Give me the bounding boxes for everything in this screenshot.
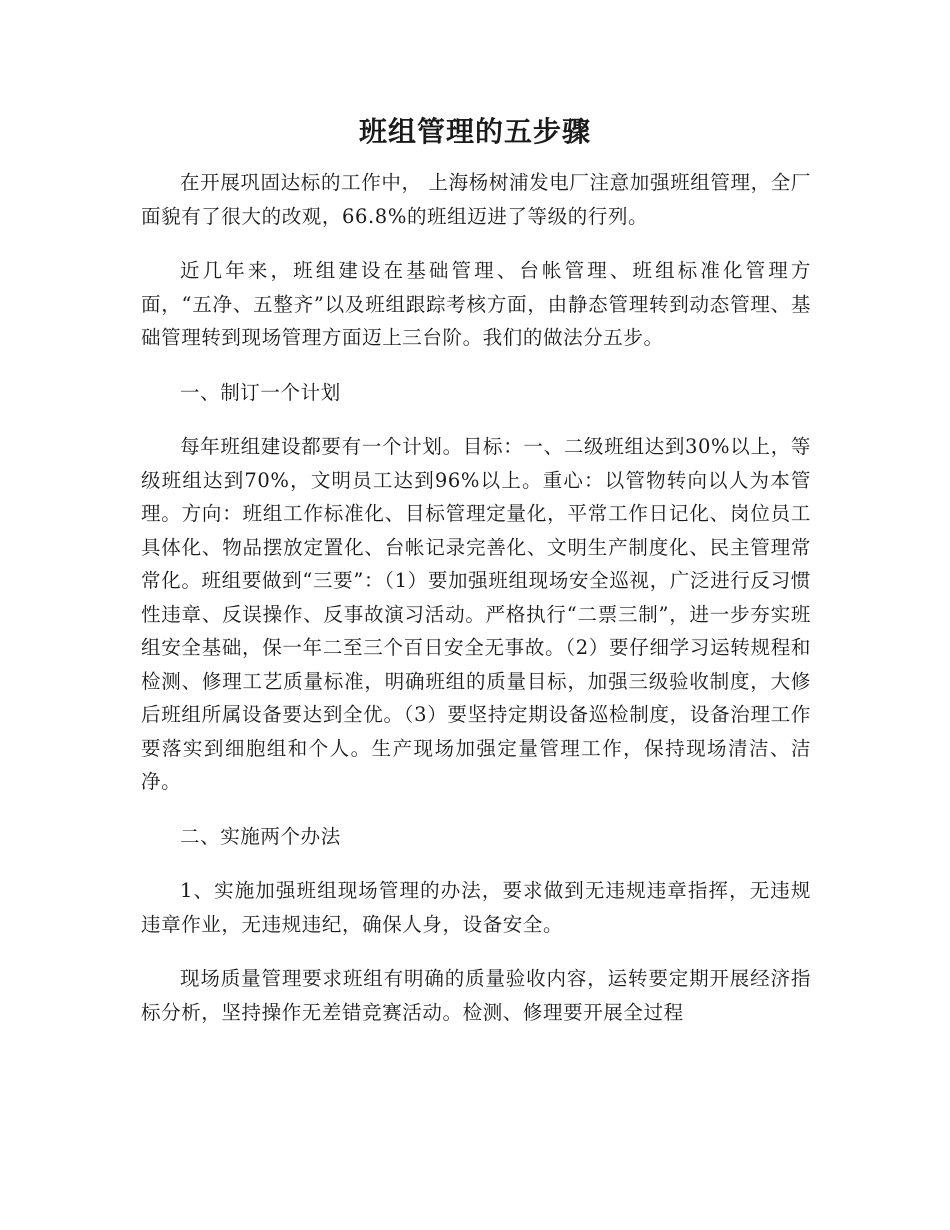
document-body [141,166,811,1050]
section-heading-1: 一、制订一个计划 [180,380,341,404]
document-title: 班组管理的五步骤 [358,115,591,148]
section-heading-2: 二、实施两个办法 [180,824,341,848]
paragraph-plan: 每年班组建设都要有一个计划。目标：一、二级班组达到30%以上，等级班组达到70%，文明员工达到96%以上。重心：以管物转向以人为本管理。方向：班组工作标准化、目标管理定量化，平常工作日记化、岗位员工具体化、物品摆放定置化、台帐记录完善化、文明生产制度化、民主管理常常化。班组要做到“三要”：（1）要加强班组现场安全巡视，广泛进行反习惯性违章、反误操作、反事故演习活动。严格执行“二票三制”，进一步夯实班组安全基础，保一年二至三个百日安全无事故。（2）要仔细学习运转规程和检测、修理工艺质量标准，明确班组的质量目标，加强三级验收制度，大修后班组所属设备要达到全优。（3）要坚持定期设备巡检制度，设备治理工作要落实到细胞组和个人。生产现场加强定量管理工作，保持现场清洁、洁净。 [141,435,811,793]
paragraph-method-1: 1、实施加强班组现场管理的办法，要求做到无违规违章指挥，无违规违章作业，无违规违纪，确保人身，设备安全。 [141,879,811,936]
paragraph-quality: 现场质量管理要求班组有明确的质量验收内容，运转要定期开展经济指标分析，坚持操作无差错竞赛活动。检测、修理要开展全过程 [141,967,811,1024]
paragraph-overview: 近几年来，班组建设在基础管理、台帐管理、班组标准化管理方面，“五净、五整齐”以及班组跟踪考核方面，由静态管理转到动态管理、基础管理转到现场管理方面迈上三台阶。我们的做法分五步。 [141,259,811,349]
paragraph-intro: 在开展巩固达标的工作中， 上海杨树浦发电厂注意加强班组管理，全厂面貌有了很大的改观，66.8%的班组迈进了等级的行列。 [141,171,811,228]
